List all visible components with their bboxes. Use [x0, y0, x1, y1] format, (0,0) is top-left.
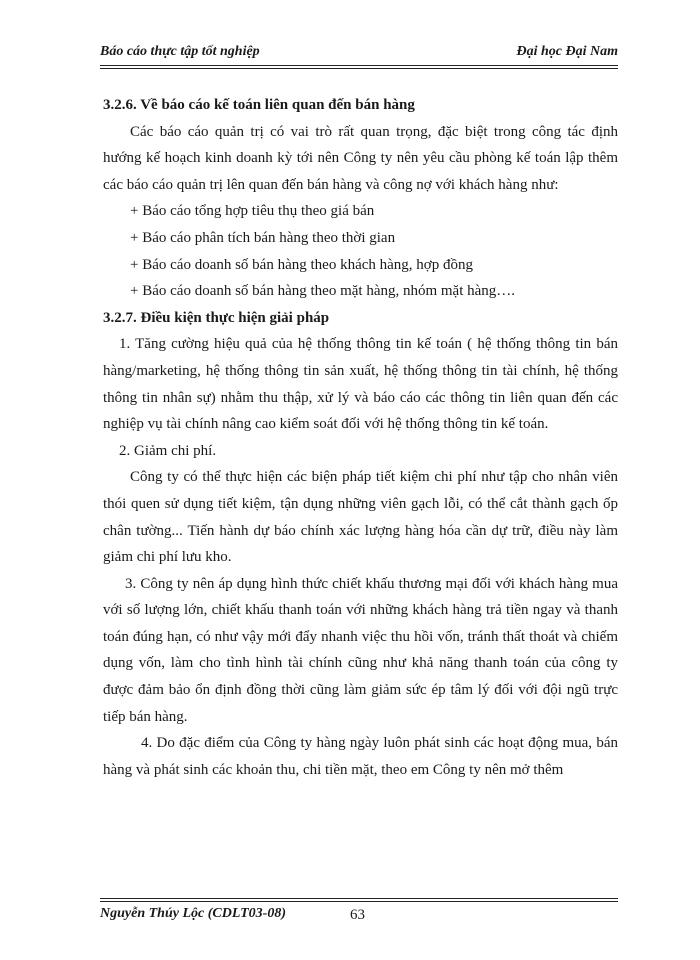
list-item-2-body: Công ty có thể thực hiện các biện pháp tiết kiệm chi phí như tập cho nhân viên thói quen sử dụng tiết kiệm, tận dụng những viên gạch lỗi, có thể cắt thành gạch ốp chân tường... Tiến hành dự báo chính xác lượng hàng hóa cần dự trữ, điều này làm giảm chi phí lưu kho.: [103, 469, 618, 566]
list-item-1: 1. Tăng cường hiệu quả của hệ thống thông tin kế toán ( hệ thống thông tin bán hàng/marketing, hệ thống thông tin sản xuất, hệ thống thông tin tài chính, hệ thống thông tin nhân sự) nhằm thu thập, xử lý và báo cáo các thông tin liên quan đến các nghiệp vụ tài chính nâng cao kiểm soát đối với hệ thống thông tin kế toán.: [103, 336, 618, 433]
paragraph-reports: Các báo cáo quản trị có vai trò rất quan trọng, đặc biệt trong công tác định hướng kế hoạch kinh doanh kỳ tới nên Công ty nên yêu cầu phòng kế toán lập thêm các báo cáo quản trị lên quan đến bán hàng và công nợ với khách hàng như:: [103, 123, 618, 193]
section-heading-3-2-6: 3.2.6. Về báo cáo kế toán liên quan đến bán hàng: [103, 97, 415, 113]
bullet-item: + Báo cáo phân tích bán hàng theo thời gian: [130, 229, 396, 246]
list-item-3: 3. Công ty nên áp dụng hình thức chiết khấu thương mại đối với khách hàng mua với số lượng lớn, chiết khấu thanh toán với những khách hàng trả tiền ngay và thanh toán đúng hạn, có như vậy mới đẩy nhanh việc thu hồi vốn, tránh thất thoát và chiếm dụng vốn, làm cho tình hình tài chính cũng như khả năng thanh toán của công ty được đảm bảo ổn định đồng thời cũng làm giảm sức ép tâm lý đối với đội ngũ trực tiếp bán hàng.: [103, 575, 618, 725]
page-header: [100, 44, 618, 64]
header-university: Đại học Đại Nam: [516, 44, 618, 59]
footer-rule: [100, 898, 618, 902]
bullet-item: + Báo cáo tổng hợp tiêu thụ theo giá bán: [130, 203, 375, 220]
bullet-item: + Báo cáo doanh số bán hàng theo khách hàng, hợp đồng: [130, 256, 473, 273]
page-footer: [100, 906, 365, 923]
footer-author: Nguyễn Thúy Lộc (CDLT03-08): [100, 906, 286, 921]
page-body: [103, 92, 618, 783]
header-report-title: Báo cáo thực tập tốt nghiệp: [100, 44, 260, 59]
list-item-4: 4. Do đặc điểm của Công ty hàng ngày luôn phát sinh các hoạt động mua, bán hàng và phát sinh các khoản thu, chi tiền mặt, theo em Công ty nên mở thêm: [103, 735, 618, 778]
page-number: 63: [350, 907, 365, 923]
header-rule: [100, 65, 618, 69]
bullet-item: + Báo cáo doanh số bán hàng theo mặt hàng, nhóm mặt hàng….: [130, 283, 516, 300]
list-item-2-title: 2. Giảm chi phí.: [119, 442, 217, 459]
section-heading-3-2-7: 3.2.7. Điều kiện thực hiện giải pháp: [103, 309, 330, 326]
